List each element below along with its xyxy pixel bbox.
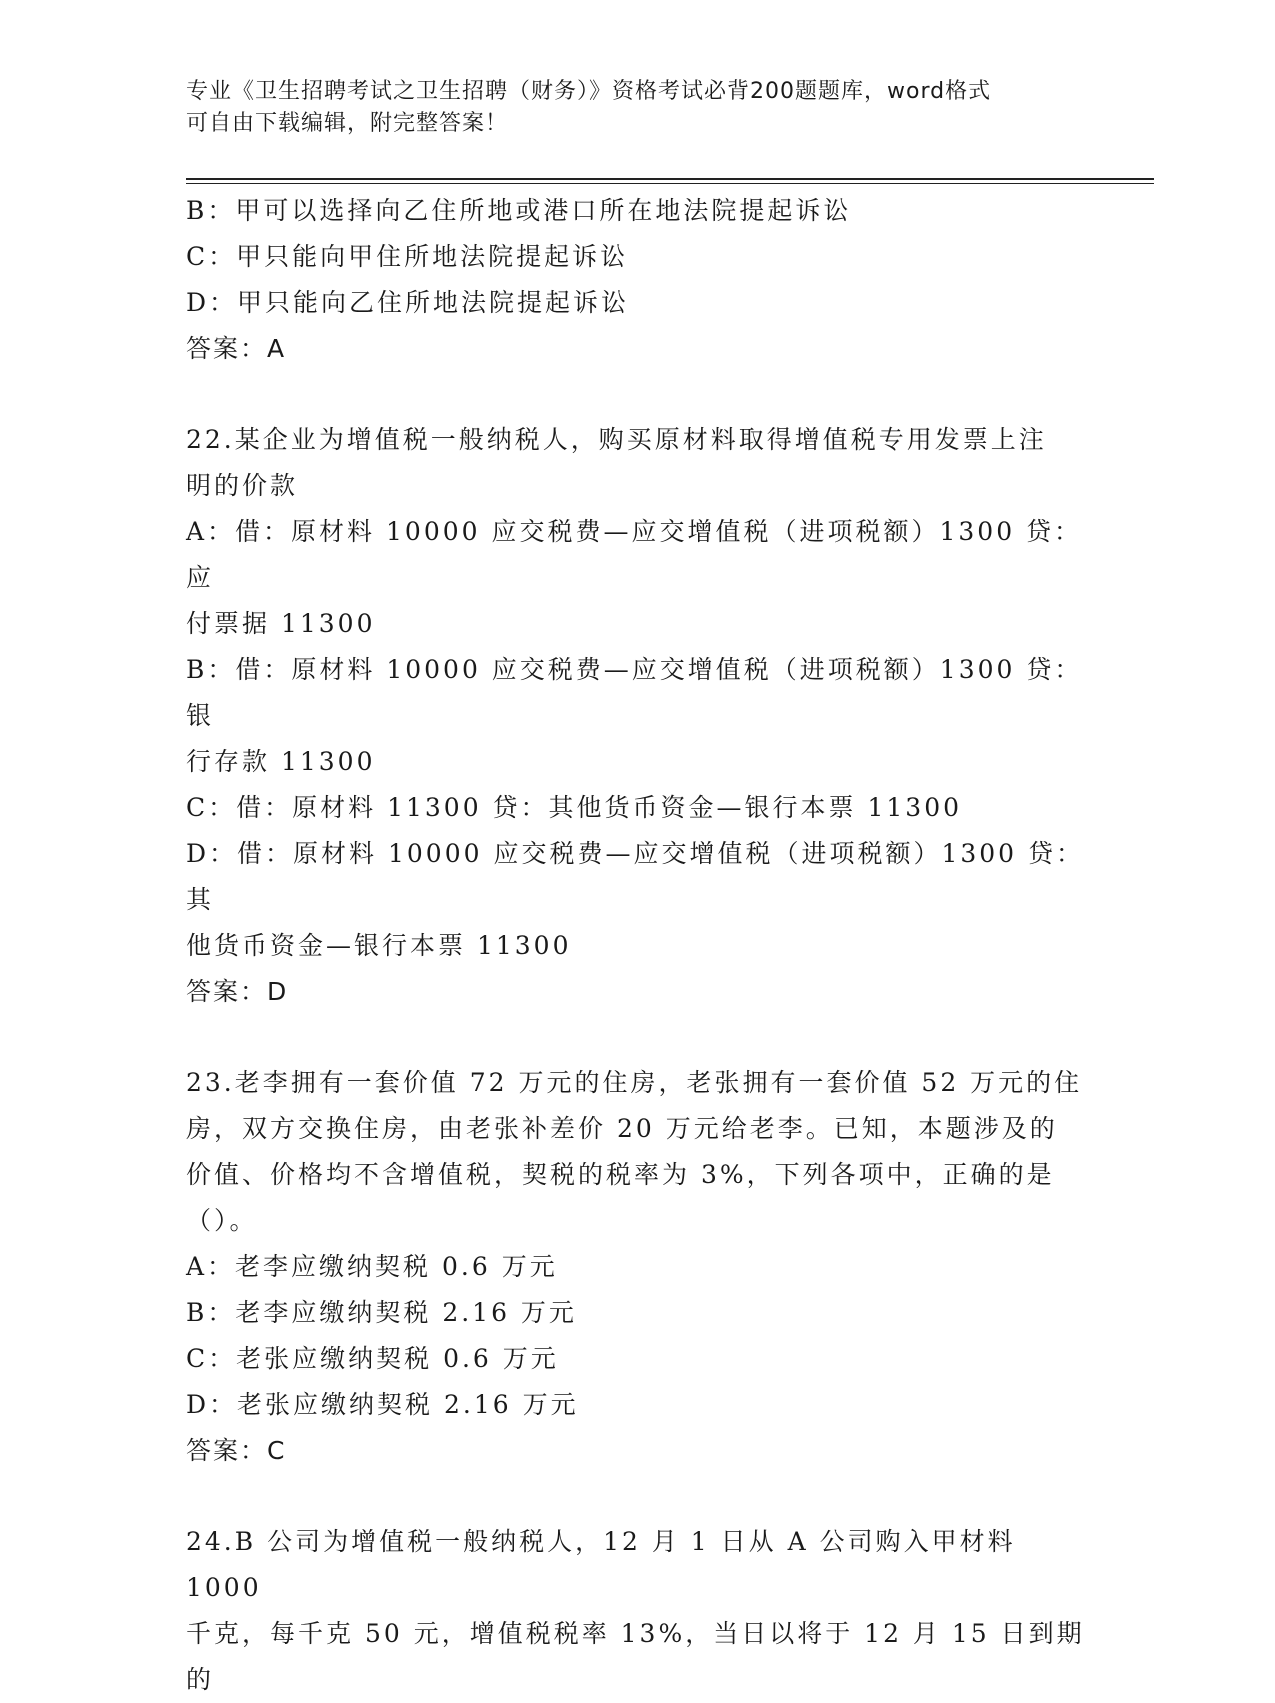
option-b: B：甲可以选择向乙住所地或港口所在地法院提起诉讼: [186, 196, 852, 225]
document-body: [186, 188, 1091, 1703]
option-d: D：借：原材料 10000 应交税费—应交增值税（进项税额）1300 贷：其: [186, 839, 1085, 914]
question-stem-line: （）。: [186, 1206, 258, 1235]
answer-line: 答案：D: [186, 977, 289, 1006]
header-title-line-1: 专业《卫生招聘考试之卫生招聘（财务）》资格考试必背200题题库，word格式: [186, 79, 992, 104]
question-stem-line: 千克，每千克 50 元，增值税税率 13%，当日以将于 12 月 15 日到期的: [186, 1619, 1085, 1694]
question-stem-line: 24.B 公司为增值税一般纳税人，12 月 1 日从 A 公司购入甲材料 1000: [186, 1527, 1027, 1602]
option-b-continued: 行存款 11300: [186, 747, 376, 776]
header-title-line-2: 可自由下载编辑，附完整答案！: [186, 111, 509, 136]
option-a-continued: 付票据 11300: [186, 609, 376, 638]
question-23: [186, 1060, 1091, 1474]
question-22: [186, 417, 1091, 1015]
option-a: A：老李应缴纳契税 0.6 万元: [186, 1252, 558, 1281]
question-stem-line: 房，双方交换住房，由老张补差价 20 万元给老李。已知，本题涉及的: [186, 1114, 1058, 1143]
option-b: B：老李应缴纳契税 2.16 万元: [186, 1298, 577, 1327]
question-stem-line: 22.某企业为增值税一般纳税人，购买原材料取得增值税专用发票上注: [186, 425, 1047, 454]
question-stem-line: 明的价款: [186, 471, 299, 500]
question-21: [186, 188, 1091, 372]
option-c: C：老张应缴纳契税 0.6 万元: [186, 1344, 559, 1373]
option-d: D：老张应缴纳契税 2.16 万元: [186, 1390, 579, 1419]
question-24: [186, 1519, 1091, 1703]
option-a: A：借：原材料 10000 应交税费—应交增值税（进项税额）1300 贷：应: [186, 517, 1083, 592]
answer-line: 答案：A: [186, 334, 287, 363]
header-divider: [186, 178, 1154, 180]
option-b: B：借：原材料 10000 应交税费—应交增值税（进项税额）1300 贷：银: [186, 655, 1083, 730]
question-stem-line: 23.老李拥有一套价值 72 万元的住房，老张拥有一套价值 52 万元的住: [186, 1068, 1083, 1097]
question-stem-line: 价值、价格均不含增值税，契税的税率为 3%，下列各项中，正确的是: [186, 1160, 1055, 1189]
document-header: [186, 76, 1066, 140]
answer-line: 答案：C: [186, 1436, 287, 1465]
option-d-continued: 他货币资金—银行本票 11300: [186, 931, 572, 960]
option-c: C：甲只能向甲住所地法院提起诉讼: [186, 242, 629, 271]
option-c: C：借：原材料 11300 贷：其他货币资金—银行本票 11300: [186, 793, 963, 822]
option-d: D：甲只能向乙住所地法院提起诉讼: [186, 288, 630, 317]
header-divider-thin: [186, 183, 1154, 184]
